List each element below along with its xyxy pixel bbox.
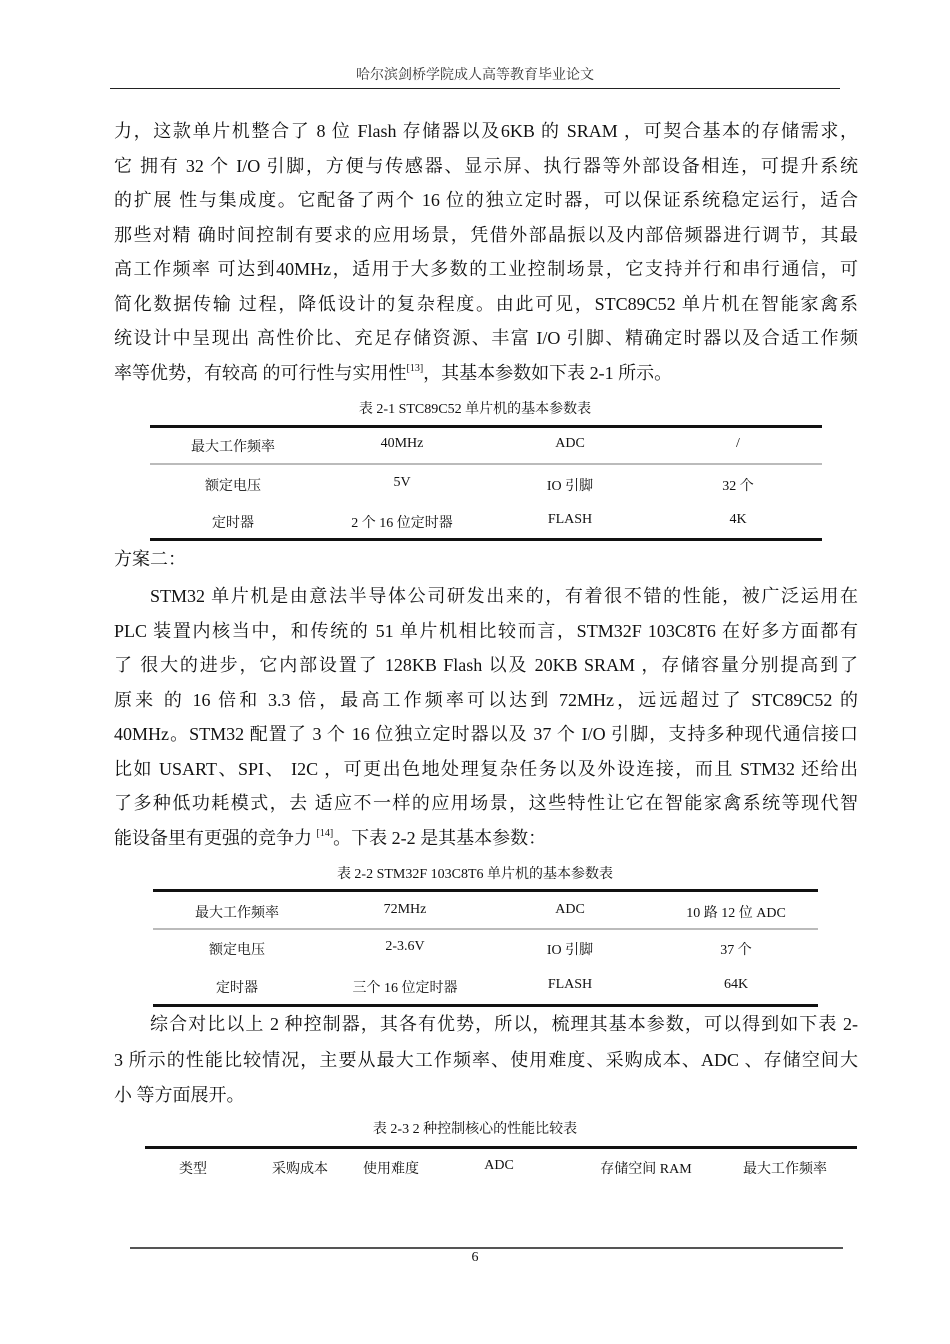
paragraph-line: 3 所示的性能比较情况，主要从最大工作频率、使用难度、采购成本、ADC 、存储空间大 (114, 1050, 858, 1070)
table-top-rule (150, 425, 822, 428)
table-cell: IO 引脚 (546, 479, 594, 494)
table-header-cell: ADC (484, 1158, 514, 1173)
table-header-cell: 存储空间 RAM (600, 1162, 692, 1177)
text: 率等优势，有较高 的可行性与实用性 (114, 363, 407, 383)
table-header-cell: 采购成本 (272, 1162, 328, 1177)
table-cell: IO 引脚 (546, 943, 594, 958)
table-cell: 5V (393, 475, 411, 490)
table-header-cell: 使用难度 (363, 1162, 419, 1177)
paragraph-line (114, 826, 858, 850)
citation: [14] (316, 828, 334, 839)
table-cell: 72MHz (383, 902, 427, 917)
table-header-cell: 最大工作频率 (743, 1162, 827, 1177)
citation: [13] (406, 363, 424, 374)
table-top-rule (145, 1146, 857, 1149)
table-cell: 32 个 (722, 479, 754, 494)
paragraph-line: 简化数据传输 过程，降低设计的复杂程度。由此可见，STC89C52 单片机在智能家禽系 (114, 294, 858, 314)
table-cell: 最大工作频率 (195, 906, 279, 921)
table-rule (150, 463, 822, 465)
table-cell: 64K (723, 977, 749, 992)
table-cell: FLASH (547, 977, 593, 992)
table-caption: 表 2-1 STC89C52 单片机的基本参数表 (358, 402, 592, 417)
table-cell: FLASH (547, 512, 593, 527)
table-cell: 额定电压 (209, 943, 265, 958)
footer-rule (130, 1247, 843, 1249)
table-header-cell: 类型 (179, 1162, 207, 1177)
table-cell: 最大工作频率 (191, 440, 275, 455)
paragraph-line: 的扩展 性与集成度。它配备了两个 16 位的独立定时器，可以保证系统稳定运行，适合 (114, 190, 858, 210)
table-cell: 37 个 (720, 943, 752, 958)
table-cell: 2 个 16 位定时器 (351, 516, 453, 531)
text: 能设备里有更强的竞争力 (114, 828, 317, 848)
paragraph-line: 了多种低功耗模式，去 适应不一样的应用场景，这些特性让它在智能家禽系统等现代智 (114, 793, 858, 813)
table-cell: 三个 16 位定时器 (352, 981, 458, 996)
paragraph-line: 那些对精 确时间控制有要求的应用场景，凭借外部晶振以及内部倍频器进行调节，其最 (114, 225, 858, 245)
paragraph-line: 综合对比以上 2 种控制器，其各有优势，所以，梳理其基本参数，可以得到如下表 2- (150, 1014, 858, 1034)
table-cell: 额定电压 (205, 479, 261, 494)
page-number: 6 (471, 1250, 479, 1265)
header-rule (110, 88, 840, 89)
table-cell: 40MHz (380, 436, 424, 451)
text: ，其基本参数如下表 2-1 所示。 (423, 363, 673, 383)
paragraph-line: 小 等方面展开。 (114, 1085, 245, 1105)
section-label: 方案二： (114, 549, 186, 569)
paragraph-line: 40MHz。STM32 配置了 3 个 16 位独立定时器以及 37 个 I/O 引脚，支持多种现代通信接口 (114, 724, 858, 744)
paragraph-line: 了 很大的进步，它内部设置了 128KB Flash 以及 20KB SRAM ，存储容量分别提高到了 (114, 655, 858, 675)
table-top-rule (153, 889, 818, 892)
table-caption: 表 2-3 2 种控制核心的性能比较表 (372, 1122, 578, 1137)
text: 。下表 2-2 是其基本参数： (333, 828, 547, 848)
table-cell: 定时器 (216, 981, 258, 996)
table-cell: 2-3.6V (385, 939, 425, 954)
table-cell: ADC (555, 436, 585, 451)
table-cell: ADC (555, 902, 585, 917)
paragraph-line: PLC 装置内核当中，和传统的 51 单片机相比较而言，STM32F 103C8T6 在好多方面都有 (114, 621, 858, 641)
table-cell: 4K (729, 512, 747, 527)
table-rule (153, 928, 818, 930)
table-bottom-rule (150, 538, 822, 541)
table-bottom-rule (153, 1004, 818, 1007)
paragraph-line: 高工作频率 可达到40MHz，适用于大多数的工业控制场景，它支持并行和串行通信，可 (114, 259, 858, 279)
table-cell: 定时器 (212, 516, 254, 531)
paragraph-line: 统设计中呈现出 高性价比、充足存储资源、丰富 I/O 引脚、精确定时器以及合适工作频 (114, 328, 858, 348)
paragraph-line: 比如 USART、SPI、 I2C ，可更出色地处理复杂任务以及外设连接，而且 STM32 还给出 (114, 759, 858, 779)
paragraph-line: STM32 单片机是由意法半导体公司研发出来的，有着很不错的性能，被广泛运用在 (150, 586, 858, 606)
table-caption: 表 2-2 STM32F 103C8T6 单片机的基本参数表 (336, 867, 614, 882)
paragraph-line: 原来 的 16 倍和 3.3 倍，最高工作频率可以达到 72MHz，远远超过了 STC89C52 的 (114, 690, 858, 710)
paragraph-line (114, 361, 858, 385)
paragraph-line: 它 拥有 32 个 I/O 引脚，方便与传感器、显示屏、执行器等外部设备相连，可提升系统 (114, 156, 858, 176)
paragraph-line: 力，这款单片机整合了 8 位 Flash 存储器以及6KB 的 SRAM ，可契合基本的存储需求， (114, 121, 858, 141)
table-cell: 10 路 12 位 ADC (686, 906, 786, 921)
table-cell: / (736, 436, 740, 451)
page-header: 哈尔滨剑桥学院成人高等教育毕业论文 (356, 68, 594, 83)
